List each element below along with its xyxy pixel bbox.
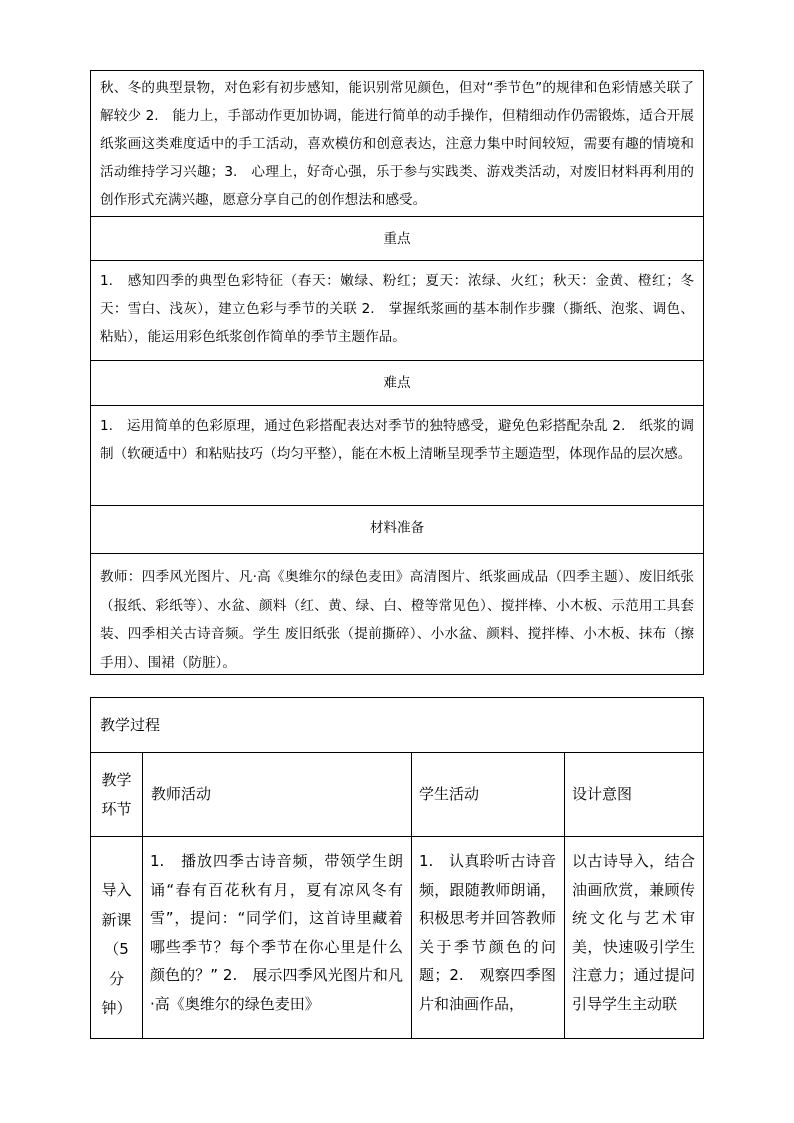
teacher-activity-cell [142, 836, 411, 1038]
key-points-header-row [91, 217, 703, 261]
header-intent [564, 753, 703, 836]
key-points-header: 重点 [383, 231, 411, 247]
header-intent-label: 设计意图 [572, 785, 633, 803]
teaching-process-table [90, 697, 704, 1039]
difficulties-header-row [91, 361, 703, 406]
design-intent-cell [564, 836, 703, 1038]
stage-cell [91, 836, 142, 1038]
header-teacher [142, 753, 411, 836]
difficulties-text: 1. 运用简单的色彩原理，通过色彩搭配表达对季节的独特感受，避免色彩搭配杂乱 2. 纸浆的调制（软硬适中）和粘贴技巧（均匀平整），能在木板上清晰呈现季节主题造型，体现作品的层次感。 [100, 418, 694, 462]
student-activity-cell [411, 836, 564, 1038]
teaching-process-title: 教学过程 [91, 698, 703, 753]
learner-analysis-text: 秋、冬的典型景物，对色彩有初步感知，能识别常见颜色，但对“季节色”的规律和色彩情感关联了解较少 2. 能力上，手部动作更加协调，能进行简单的动手操作，但精细动作仍需锻炼，适合开展纸浆画这类难度适中的手工活动，喜欢模仿和创意表达，注意力集中时间较短，需要有趣的情境和活动维持学习兴趣；3. 心理上，好奇心强，乐于参与实践类、游戏类活动，对废旧材料再利用的创作形式充满兴趣，愿意分享自己的创作想法和感受。 [100, 80, 694, 208]
stage-label: 导入新课（5分钟） [101, 881, 132, 1017]
lesson-info-table [90, 70, 704, 675]
materials-row [91, 554, 703, 674]
design-intent-text: 以古诗导入，结合油画欣赏，兼顾传统文化与艺术审美，快速吸引学生注意力；通过提问引导学生主动联 [572, 852, 695, 1013]
key-points-row [91, 261, 703, 361]
teacher-activity-text: 1. 播放四季古诗音频，带领学生朗诵“春有百花秋有月，夏有凉风冬有雪”，提问：“同学们，这首诗里藏着哪些季节？每个季节在你心里是什么颜色的？” 2. 展示四季风光图片和凡·高《奥维尔的绿色麦田》 [150, 852, 403, 1013]
difficulties-row [91, 406, 703, 506]
header-student-label: 学生活动 [419, 785, 480, 803]
materials-header: 材料准备 [369, 520, 425, 536]
learner-analysis-row [91, 71, 703, 217]
header-student [411, 753, 564, 836]
header-stage [91, 753, 142, 836]
student-activity-text: 1. 认真聆听古诗音频，跟随教师朗诵，积极思考并回答教师关于季节颜色的问题；2. 观察四季图片和油画作品， [419, 852, 556, 1013]
materials-header-row [91, 506, 703, 554]
materials-text: 教师：四季风光图片、凡·高《奥维尔的绿色麦田》高清图片、纸浆画成品（四季主题）、废旧纸张（报纸、彩纸等）、水盆、颜料（红、黄、绿、白、橙等常见色）、搅拌棒、小木板、示范用工具套装、四季相关古诗音频。学生 废旧纸张（提前撕碎）、小水盆、颜料、搅拌棒、小木板、抹布（擦手用）、围裙（防脏）。 [100, 569, 694, 671]
header-teacher-label: 教师活动 [151, 785, 212, 803]
header-stage-label: 教学环节 [101, 771, 132, 818]
difficulties-header: 难点 [383, 375, 411, 391]
key-points-text: 1. 感知四季的典型色彩特征（春天：嫩绿、粉红；夏天：浓绿、火红；秋天：金黄、橙红；冬天：雪白、浅灰），建立色彩与季节的关联 2. 掌握纸浆画的基本制作步骤（撕纸、泡浆、调色、粘贴），能运用彩色纸浆创作简单的季节主题作品。 [100, 273, 694, 345]
